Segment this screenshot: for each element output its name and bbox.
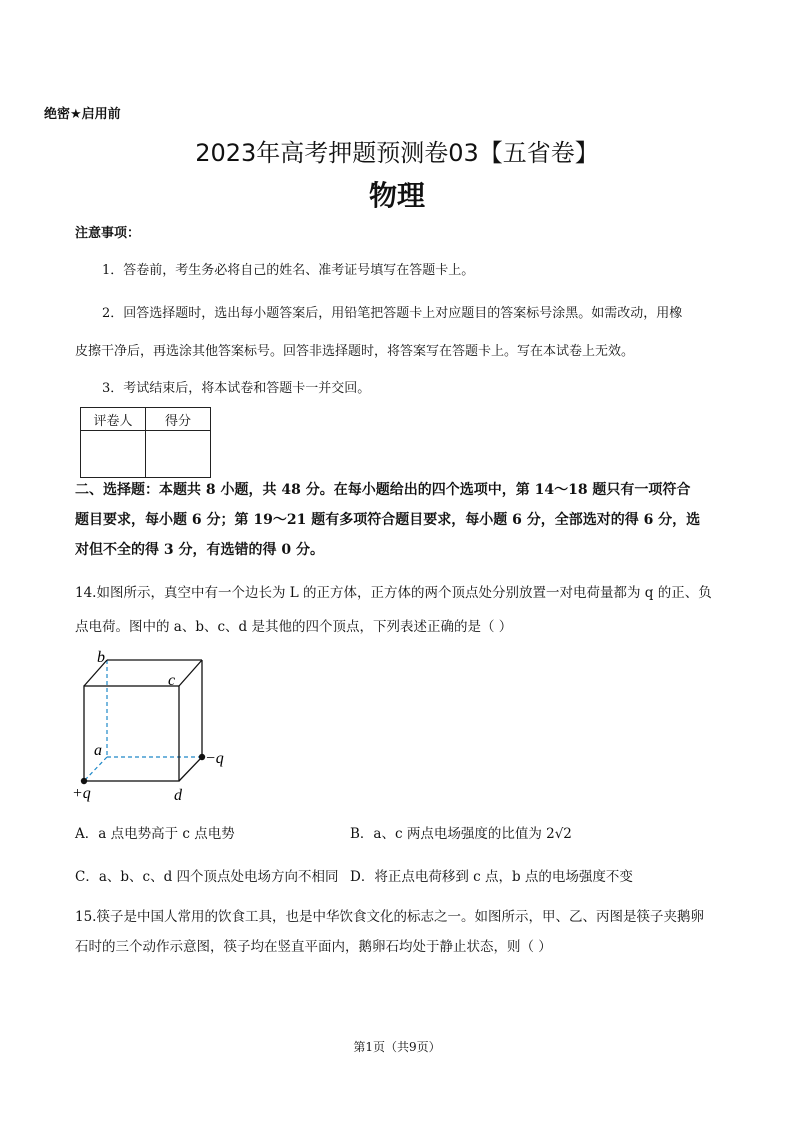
section-instructions-line-3: 对但不全的得 3 分，有选错的得 0 分。 [75, 542, 324, 558]
label-b: b [97, 649, 105, 666]
edge-top-right [179, 660, 202, 686]
question-14-line-2: 点电荷。图中的 a、b、c、d 是其他的四个顶点，下列表述正确的是（ ） [75, 619, 513, 635]
cube-figure [60, 640, 250, 810]
score-cell [146, 431, 211, 478]
question-14-option-c: C．a、b、c、d 四个顶点处电场方向不相同 [75, 869, 339, 885]
confidential-label: 绝密★启用前 [44, 107, 121, 122]
grader-score-table [80, 407, 211, 478]
question-14-line-1: 14.如图所示，真空中有一个边长为 L 的正方体，正方体的两个顶点处分别放置一对电荷量都为 q 的正、负 [75, 585, 712, 601]
notice-item-2-line-1: 2．回答选择题时，选出每小题答案后，用铅笔把答题卡上对应题目的答案标号涂黑。如需改动，用橡 [102, 306, 683, 321]
hidden-edge-diagonal [84, 757, 107, 781]
section-instructions-line-1: 二、选择题：本题共 8 小题，共 48 分。在每小题给出的四个选项中，第 14～18 题只有一项符合 [75, 482, 691, 498]
label-pos-q: +q [72, 785, 91, 802]
label-d: d [174, 787, 182, 804]
question-15-line-2: 石时的三个动作示意图，筷子均在竖直平面内，鹅卵石均处于静止状态，则（ ） [75, 939, 552, 955]
edge-bottom-right [179, 757, 202, 781]
front-face [84, 686, 179, 781]
label-neg-q: −q [205, 750, 224, 767]
grader-header: 评卷人 [81, 408, 146, 431]
positive-charge-dot [81, 778, 87, 784]
notice-heading: 注意事项： [75, 226, 141, 241]
question-15-line-1: 15.筷子是中国人常用的饮食工具，也是中华饮食文化的标志之一。如图所示，甲、乙、丙图是筷子夹鹅卵 [75, 909, 704, 925]
notice-item-1: 1．答卷前，考生务必将自己的姓名、准考证号填写在答题卡上。 [102, 263, 475, 278]
label-a: a [94, 742, 102, 759]
page-number: 第1页（共9页） [353, 1040, 441, 1054]
grader-cell [81, 431, 146, 478]
notice-item-3: 3．考试结束后，将本试卷和答题卡一并交回。 [102, 381, 371, 396]
exam-title: 2023年高考押题预测卷03【五省卷】 [195, 139, 599, 167]
label-c: c [168, 672, 176, 689]
notice-item-2-line-2: 皮擦干净后，再选涂其他答案标号。回答非选择题时，将答案写在答题卡上。写在本试卷上无效。 [75, 344, 635, 359]
question-14-option-a: A．a 点电势高于 c 点电势 [75, 826, 235, 842]
question-14-option-b: B．a、c 两点电场强度的比值为 2√2 [350, 826, 572, 842]
question-14-option-d: D．将正点电荷移到 c 点，b 点的电场强度不变 [350, 869, 633, 885]
subject-title: 物理 [368, 179, 425, 212]
score-header: 得分 [146, 408, 211, 431]
section-instructions-line-2: 题目要求，每小题 6 分；第 19～21 题有多项符合题目要求，每小题 6 分，全部选对的得 6 分，选 [75, 512, 701, 528]
